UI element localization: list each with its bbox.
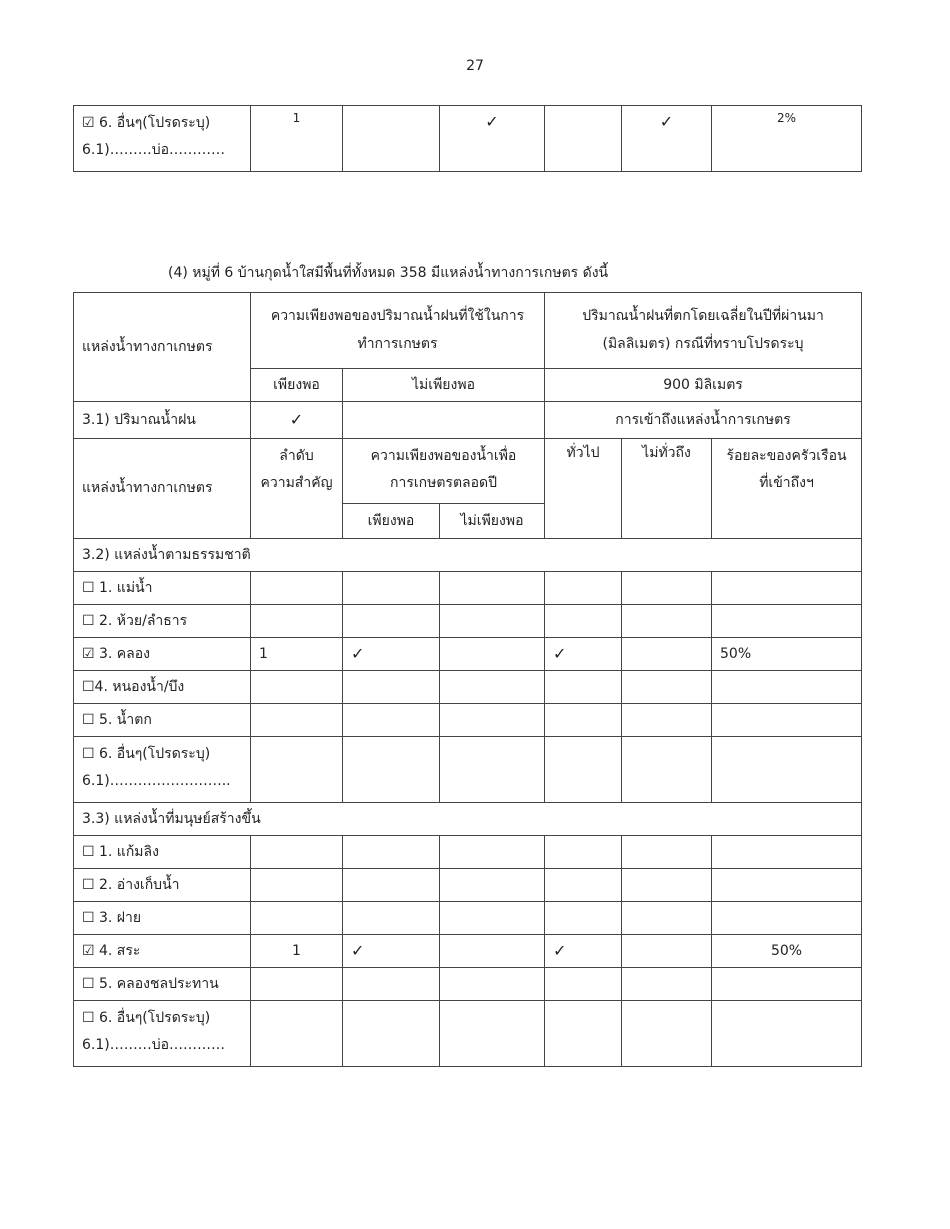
insufficient-cell: [440, 572, 545, 605]
table-row: [74, 836, 862, 869]
rank-cell: [251, 836, 343, 869]
table-row: [74, 935, 862, 968]
rain-average-header-line1: ปริมาณน้ำฝนที่ตกโดยเฉลี่ยในปีที่ผ่านมา: [582, 308, 824, 325]
insufficient-cell: [440, 935, 545, 968]
empty-cell: [712, 1001, 862, 1067]
rank-cell: [251, 605, 343, 638]
sufficient-cell: [343, 968, 440, 1001]
rain-insufficient-cell: [343, 402, 545, 439]
sufficient-header: เพียงพอ: [251, 369, 343, 402]
continued-table: [73, 105, 862, 172]
rank-cell: 1: [251, 638, 343, 671]
general-cell: [545, 572, 622, 605]
insufficient-cell: [440, 836, 545, 869]
percent-cell: [712, 902, 862, 935]
year-sufficiency-header-line1: ความเพียงพอของน้ำเพื่อ: [370, 448, 517, 464]
source-label: ☑ 3. คลอง: [74, 638, 251, 671]
rank-cell: [251, 671, 343, 704]
percent-cell: 2%: [712, 106, 862, 172]
not-general-cell: [622, 935, 712, 968]
general-cell: [545, 671, 622, 704]
rain-label: 3.1) ปริมาณน้ำฝน: [74, 402, 251, 439]
not-general-header: ไม่ทั่วถึง: [622, 439, 712, 539]
other-source-detail: 6.1)………บ่อ…………: [82, 142, 226, 159]
table-row: [74, 902, 862, 935]
not-general-cell: ✓: [622, 106, 712, 172]
insufficient-cell: ✓: [440, 106, 545, 172]
general-cell: [545, 869, 622, 902]
percent-cell: 50%: [712, 638, 862, 671]
general-cell: [545, 605, 622, 638]
year-sufficiency-header: [343, 439, 545, 504]
rank-header: [251, 439, 343, 539]
source-label: ☐ 5. น้ำตก: [74, 704, 251, 737]
natural-rows: [74, 572, 862, 737]
other-source-label: ☑ 6. อื่นๆ(โปรดระบุ): [82, 115, 211, 131]
rain-average-header: [545, 293, 862, 369]
general-cell: [545, 704, 622, 737]
sufficient-cell: [343, 605, 440, 638]
empty-cell: [343, 737, 440, 803]
sufficient-cell: [343, 836, 440, 869]
rank-cell: 1: [251, 106, 343, 172]
empty-cell: [545, 737, 622, 803]
year-sufficiency-header-line2: การเกษตรตลอดปี: [389, 475, 498, 492]
general-cell: ✓: [545, 935, 622, 968]
not-general-cell: [622, 869, 712, 902]
percent-cell: [712, 671, 862, 704]
general-header: ทั่วไป: [545, 439, 622, 539]
not-general-cell: [622, 572, 712, 605]
empty-cell: [622, 737, 712, 803]
section-row: [74, 539, 862, 572]
rank-cell: [251, 902, 343, 935]
sufficient-cell: [343, 572, 440, 605]
percent-cell: 50%: [712, 935, 862, 968]
empty-cell: [343, 1001, 440, 1067]
general-cell: [545, 902, 622, 935]
insufficient-cell: [440, 671, 545, 704]
table-row: [74, 1001, 862, 1067]
rain-sufficiency-header: [251, 293, 545, 369]
natural-other-cell: [74, 737, 251, 803]
rank-cell: [251, 572, 343, 605]
sufficient-cell: ✓: [343, 638, 440, 671]
percent-cell: [712, 836, 862, 869]
source-header: แหล่งน้ำทางกาเกษตร: [74, 293, 251, 402]
empty-cell: [440, 1001, 545, 1067]
header-row: [74, 439, 862, 504]
sufficient-cell: ✓: [343, 935, 440, 968]
insufficient-header-2: ไม่เพียงพอ: [440, 504, 545, 539]
percent-header-line2: ที่เข้าถึงฯ: [759, 475, 814, 492]
rank-cell: [251, 869, 343, 902]
table-row: [74, 638, 862, 671]
not-general-cell: [622, 638, 712, 671]
rain-sufficiency-header-line1: ความเพียงพอของปริมาณน้ำฝนที่ใช้ในการ: [270, 308, 525, 325]
general-cell: [545, 968, 622, 1001]
percent-cell: [712, 968, 862, 1001]
table-row: [74, 605, 862, 638]
sufficient-cell: [343, 869, 440, 902]
empty-cell: [545, 1001, 622, 1067]
section-row: [74, 803, 862, 836]
empty-cell: [712, 737, 862, 803]
source-label: ☐ 3. ฝาย: [74, 902, 251, 935]
rank-header-line2: ความสำคัญ: [260, 475, 333, 492]
sufficient-cell: [343, 704, 440, 737]
general-cell: ✓: [545, 638, 622, 671]
not-general-cell: [622, 902, 712, 935]
source-label: ☑ 4. สระ: [74, 935, 251, 968]
insufficient-cell: [440, 605, 545, 638]
insufficient-cell: [440, 704, 545, 737]
sufficient-cell: [343, 902, 440, 935]
table-row: [74, 869, 862, 902]
insufficient-cell: [440, 902, 545, 935]
rain-row: [74, 402, 862, 439]
rain-amount: 900 มิลิเมตร: [545, 369, 862, 402]
table-row: [74, 968, 862, 1001]
percent-cell: [712, 704, 862, 737]
sufficient-header-2: เพียงพอ: [343, 504, 440, 539]
not-general-cell: [622, 836, 712, 869]
insufficient-cell: [440, 638, 545, 671]
page-number: 27: [466, 58, 484, 74]
rank-cell: 1: [251, 935, 343, 968]
table-row: [74, 704, 862, 737]
insufficient-header: ไม่เพียงพอ: [343, 369, 545, 402]
rain-average-header-line2: (มิลลิเมตร) กรณีที่ทราบโปรดระบุ: [602, 335, 804, 352]
general-cell: [545, 106, 622, 172]
natural-other-label: ☐ 6. อื่นๆ(โปรดระบุ): [82, 746, 211, 762]
manmade-other-detail: 6.1)………บ่อ…………: [82, 1037, 226, 1054]
manmade-other-label: ☐ 6. อื่นๆ(โปรดระบุ): [82, 1010, 211, 1026]
empty-cell: [251, 737, 343, 803]
sufficient-cell: [343, 671, 440, 704]
percent-header-line1: ร้อยละของครัวเรือน: [726, 448, 847, 464]
rank-cell: [251, 968, 343, 1001]
empty-cell: [251, 1001, 343, 1067]
not-general-cell: [622, 671, 712, 704]
natural-other-detail: 6.1)……………………..: [82, 773, 231, 790]
section-caption: (4) หมู่ที่ 6 บ้านกุดน้ำใสมีพื้นที่ทั้งหมด 358 มีแหล่งน้ำทางการเกษตร ดังนี้: [168, 265, 609, 281]
rank-cell: [251, 704, 343, 737]
percent-header: [712, 439, 862, 539]
other-source-cell: [74, 106, 251, 172]
percent-cell: [712, 869, 862, 902]
source-label: ☐ 1. แก้มลิง: [74, 836, 251, 869]
not-general-cell: [622, 968, 712, 1001]
sufficient-cell: [343, 106, 440, 172]
table-row: [74, 572, 862, 605]
source-label: ☐ 2. ห้วย/ลำธาร: [74, 605, 251, 638]
natural-section-title: 3.2) แหล่งน้ำตามธรรมชาติ: [74, 539, 862, 572]
percent-cell: [712, 605, 862, 638]
table-row: [74, 106, 862, 172]
manmade-rows: [74, 836, 862, 1001]
source-label: ☐4. หนองน้ำ/บึง: [74, 671, 251, 704]
not-general-cell: [622, 704, 712, 737]
access-header: การเข้าถึงแหล่งน้ำการเกษตร: [545, 402, 862, 439]
source-label: ☐ 2. อ่างเก็บน้ำ: [74, 869, 251, 902]
water-sources-table: [73, 292, 862, 1067]
manmade-section-title: 3.3) แหล่งน้ำที่มนุษย์สร้างขึ้น: [74, 803, 862, 836]
percent-cell: [712, 572, 862, 605]
empty-cell: [622, 1001, 712, 1067]
rain-sufficiency-header-line2: ทำการเกษตร: [357, 335, 438, 352]
manmade-other-cell: [74, 1001, 251, 1067]
rain-sufficient-mark: ✓: [251, 402, 343, 439]
not-general-cell: [622, 605, 712, 638]
source-label: ☐ 5. คลองชลประทาน: [74, 968, 251, 1001]
rank-header-line1: ลำดับ: [279, 448, 314, 464]
insufficient-cell: [440, 869, 545, 902]
table-row: [74, 671, 862, 704]
table-row: [74, 737, 862, 803]
empty-cell: [440, 737, 545, 803]
header-row: [74, 293, 862, 369]
insufficient-cell: [440, 968, 545, 1001]
source-header-2: แหล่งน้ำทางกาเกษตร: [74, 439, 251, 539]
source-label: ☐ 1. แม่น้ำ: [74, 572, 251, 605]
general-cell: [545, 836, 622, 869]
